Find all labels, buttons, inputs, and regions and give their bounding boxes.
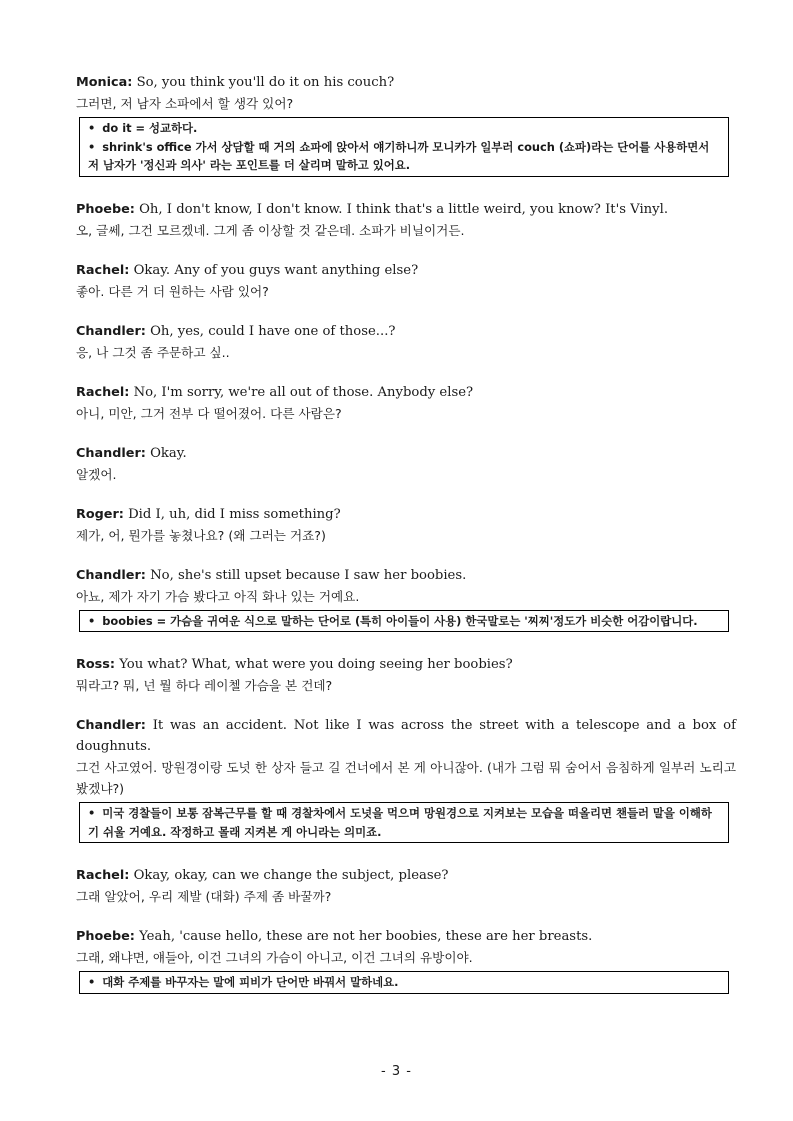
english-line [76, 715, 736, 757]
speaker-name: Rachel: [76, 384, 130, 400]
korean-line: 좋아. 다른 거 더 원하는 사람 있어? [76, 283, 269, 299]
dialogue-block [76, 865, 736, 907]
korean-line: 그래, 왜냐면, 얘들아, 이건 그녀의 가슴이 아니고, 이건 그녀의 유방이야. [76, 950, 473, 965]
note-item [88, 612, 720, 631]
speaker-name: Rachel: [76, 262, 130, 278]
english-line [76, 72, 736, 93]
note-item [88, 973, 720, 992]
english-text: It was an accident. Not like I was across the street with a telescope and a box of doughnuts. [76, 718, 736, 754]
speaker-name: Phoebe: [76, 201, 135, 217]
english-text: You what? What, what were you doing seeing her boobies? [115, 657, 513, 672]
speaker-name: Monica: [76, 75, 133, 90]
note-item [88, 804, 720, 841]
speaker-name: Chandler: [76, 323, 146, 339]
bullet-icon: • [88, 613, 96, 628]
english-line [76, 321, 736, 342]
dialogue-block [76, 260, 736, 302]
note-box [79, 117, 729, 177]
note-text: shrink's office 가서 상담할 때 거의 쇼파에 앉아서 얘기하니까 모니카가 일부러 couch (쇼파)라는 단어를 사용하면서 저 남자가 '정신과 의사' 라는 포인트를 더 살리며 말하고 있어요. [88, 139, 710, 172]
dialogue-block [76, 72, 736, 114]
english-line [76, 382, 736, 403]
english-text: Okay, okay, can we change the subject, please? [129, 868, 449, 883]
korean-line: 그러면, 저 남자 소파에서 할 생각 있어? [76, 96, 294, 111]
dialogue-block [76, 199, 736, 241]
speaker-name: Rachel: [76, 868, 130, 883]
note-item [88, 138, 720, 175]
korean-line: 오, 글쎄, 그건 모르겠네. 그게 좀 이상할 것 같은데. 소파가 비닐이거든. [76, 222, 465, 238]
dialogue-block [76, 565, 736, 607]
note-box [79, 802, 729, 843]
korean-line: 알겠어. [76, 466, 117, 482]
speaker-name: Ross: [76, 657, 115, 672]
speaker-name: Roger: [76, 506, 124, 522]
english-text: Oh, I don't know, I don't know. I think that's a little weird, you know? It's Vinyl. [134, 201, 669, 217]
korean-line: 그래 알았어, 우리 제발 (대화) 주제 좀 바꿀까? [76, 889, 332, 904]
bullet-icon: • [88, 806, 96, 820]
note-text: 대화 주제를 바꾸자는 말에 피비가 단어만 바꿔서 말하네요. [102, 975, 399, 989]
korean-line: 아뇨, 제가 자기 가슴 봤다고 아직 화나 있는 거예요. [76, 588, 360, 604]
english-line [76, 654, 736, 675]
korean-line: 뭐라고? 뭐, 넌 뭘 하다 레이첼 가슴을 본 건데? [76, 678, 333, 693]
english-text: No, I'm sorry, we're all out of those. Anybody else? [129, 384, 474, 400]
english-text: Okay. Any of you guys want anything else? [129, 262, 419, 278]
english-line [76, 565, 736, 586]
speaker-name: Chandler: [76, 718, 146, 733]
dialogue-block [76, 382, 736, 424]
english-text: So, you think you'll do it on his couch? [132, 75, 395, 90]
english-line [76, 199, 736, 220]
note-text: 미국 경찰들이 보통 잠복근무를 할 때 경찰차에서 도넛을 먹으며 망원경으로 지켜보는 모습을 떠올리면 챈들러 말을 이해하기 쉬울 거예요. 작정하고 몰래 지켜본 게 아니라는 의미죠. [88, 806, 712, 839]
bullet-icon: • [88, 121, 96, 135]
speaker-name: Phoebe: [76, 929, 135, 944]
dialogue-block [76, 443, 736, 485]
speaker-name: Chandler: [76, 567, 146, 583]
dialogue-block [76, 715, 736, 799]
bullet-icon: • [88, 139, 96, 154]
note-box [79, 610, 729, 633]
dialogue-block [76, 321, 736, 363]
english-line [76, 443, 736, 464]
page-number: - 3 - [381, 1064, 412, 1079]
note-text: boobies = 가슴을 귀여운 식으로 말하는 단어로 (특히 아이들이 사용) 한국말로는 '찌찌'정도가 비슷한 어감이랍니다. [102, 613, 698, 628]
script-page [76, 72, 736, 1016]
note-text: do it = 성교하다. [102, 121, 198, 135]
english-line [76, 865, 736, 886]
english-line [76, 260, 736, 281]
english-text: Yeah, 'cause hello, these are not her boobies, these are her breasts. [134, 929, 593, 944]
dialogue-block [76, 654, 736, 696]
english-text: Did I, uh, did I miss something? [123, 506, 341, 522]
english-line [76, 504, 736, 525]
bullet-icon: • [88, 975, 96, 989]
korean-line: 응, 나 그것 좀 주문하고 싶.. [76, 344, 230, 360]
english-text: Okay. [145, 445, 187, 461]
korean-line: 제가, 어, 뭔가를 놓쳤나요? (왜 그러는 거죠?) [76, 527, 326, 543]
dialogue-block [76, 504, 736, 546]
english-text: Oh, yes, could I have one of those...? [145, 323, 396, 339]
english-text: No, she's still upset because I saw her boobies. [145, 567, 467, 583]
note-box [79, 971, 729, 994]
dialogue-block [76, 926, 736, 968]
korean-line: 그건 사고였어. 망원경이랑 도넛 한 상자 들고 길 건너에서 본 게 아니잖아. (내가 그럼 뭐 숨어서 음침하게 일부러 노리고 봤겠냐?) [76, 760, 736, 796]
english-line [76, 926, 736, 947]
note-item [88, 119, 720, 138]
speaker-name: Chandler: [76, 445, 146, 461]
korean-line: 아니, 미안, 그거 전부 다 떨어졌어. 다른 사람은? [76, 405, 342, 421]
